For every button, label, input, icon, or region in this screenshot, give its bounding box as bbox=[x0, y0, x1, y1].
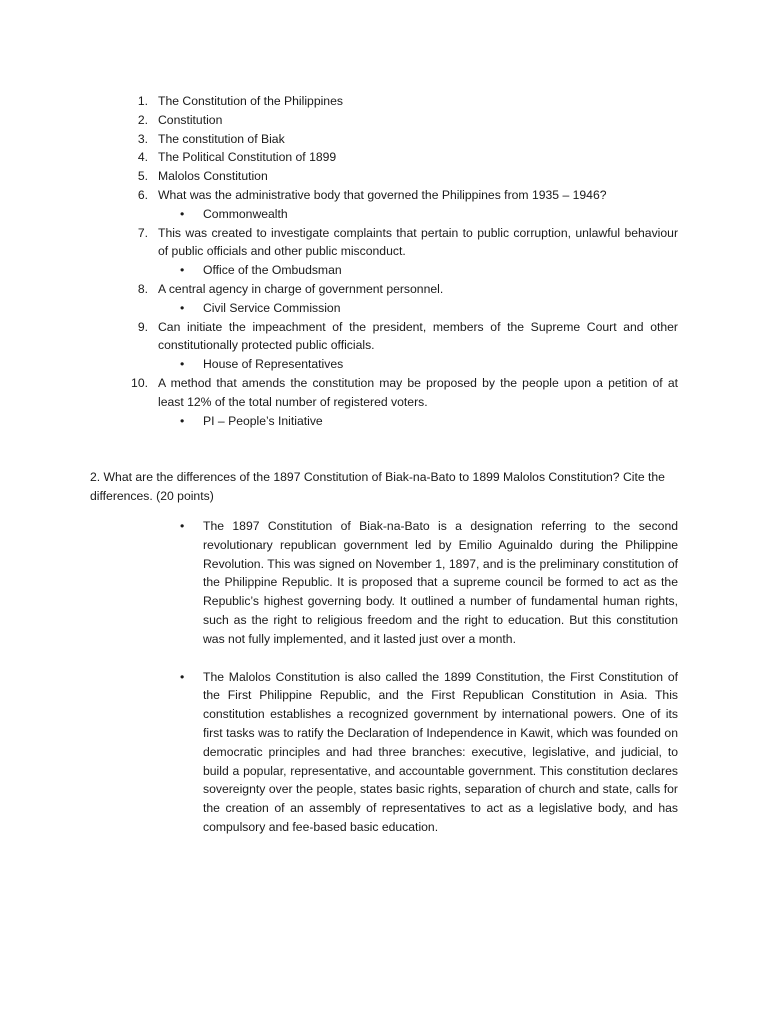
list-number: 6. bbox=[137, 187, 148, 202]
list-text: The Political Constitution of 1899 bbox=[158, 150, 337, 165]
answer-text: House of Representatives bbox=[203, 357, 344, 372]
list-number: 10. bbox=[131, 375, 148, 390]
list-text: Can initiate the impeachment of the president, members of the Supreme Court and other constitutionally protected public officials. bbox=[158, 319, 678, 353]
answer-bullet bbox=[0, 412, 683, 431]
paragraph-spacer bbox=[0, 649, 768, 668]
list-item bbox=[0, 92, 678, 111]
list-item bbox=[0, 318, 678, 356]
bullet-icon: • bbox=[180, 519, 185, 533]
list-number: 9. bbox=[137, 319, 148, 334]
list-item bbox=[0, 167, 678, 186]
paragraph-text: The Malolos Constitution is also called the 1899 Constitution, the First Constitution of the First Philippine Republic, and the First Republican Constitution in Asia. This constitution establishes a recognized government by international powers. One of its first tasks was to ratify the Declaration of Independence in Kawit, which was founded on democratic principles and had three branches: executive, legislative, and judicial, to build a popular, representative, and accountable government. This constitution declares sovereignty over the people, states basic rights, separation of church and state, calls for the creation of an assembly of representatives to act as a legislative body, and has compulsory and fee-based basic education. bbox=[203, 669, 678, 834]
bullet-icon: • bbox=[180, 300, 185, 315]
list-item bbox=[0, 111, 678, 130]
list-number: 4. bbox=[137, 150, 148, 165]
answer-bullet bbox=[0, 355, 683, 374]
list-text: A method that amends the constitution may be proposed by the people upon a petition of at least 12% of the total number of registered voters. bbox=[158, 375, 678, 409]
answer-text: Civil Service Commission bbox=[203, 300, 341, 315]
answer-paragraph bbox=[0, 668, 678, 837]
answer-bullet bbox=[0, 261, 683, 280]
list-text: The constitution of Biak bbox=[158, 131, 285, 146]
list-text: What was the administrative body that governed the Philippines from 1935 – 1946? bbox=[158, 187, 607, 202]
answer-text: Office of the Ombudsman bbox=[203, 263, 342, 278]
list-item bbox=[0, 148, 678, 167]
answer-text: Commonwealth bbox=[203, 206, 288, 221]
list-item bbox=[0, 130, 678, 149]
question-2: 2. What are the differences of the 1897 Constitution of Biak-na-Bato to 1899 Malolos Constitution? Cite the differences. (20 points) bbox=[90, 470, 665, 503]
bullet-icon: • bbox=[180, 206, 185, 221]
list-number: 5. bbox=[137, 169, 148, 184]
list-number: 3. bbox=[137, 131, 148, 146]
list-text: Malolos Constitution bbox=[158, 169, 268, 184]
answer-paragraph bbox=[0, 517, 678, 649]
answer-text: PI – People’s Initiative bbox=[203, 413, 323, 428]
list-text: Constitution bbox=[158, 112, 223, 127]
bullet-icon: • bbox=[180, 413, 185, 428]
answer-list bbox=[0, 517, 768, 837]
list-number: 8. bbox=[137, 281, 148, 296]
answer-bullet bbox=[0, 205, 683, 224]
bullet-icon: • bbox=[180, 263, 185, 278]
list-text: A central agency in charge of government personnel. bbox=[158, 281, 444, 296]
list-text: This was created to investigate complaints that pertain to public corruption, unlawful behaviour of public officials and other public misconduct. bbox=[158, 225, 678, 259]
bullet-icon: • bbox=[180, 357, 185, 372]
list-item bbox=[0, 186, 678, 205]
paragraph-text: The 1897 Constitution of Biak-na-Bato is a designation referring to the second revolutionary republican government led by Emilio Aguinaldo during the Philippine Revolution. This was signed on November 1, 1897, and is the preliminary constitution of the Philippine Republic. It is proposed that a supreme council be formed to act as the Republic’s highest governing body. It outlined a number of fundamental human rights, such as the right to religious freedom and the right to education. But this constitution was not fully implemented, and it lasted just over a month. bbox=[203, 519, 678, 646]
list-number: 2. bbox=[137, 112, 148, 127]
list-item bbox=[0, 280, 678, 299]
list-item bbox=[0, 224, 678, 262]
list-item bbox=[0, 374, 678, 412]
list-text: The Constitution of the Philippines bbox=[158, 94, 343, 108]
numbered-list bbox=[0, 92, 768, 430]
bullet-icon: • bbox=[180, 669, 185, 684]
answer-bullet bbox=[0, 299, 683, 318]
list-number: 7. bbox=[137, 225, 148, 240]
list-number: 1. bbox=[137, 94, 148, 108]
